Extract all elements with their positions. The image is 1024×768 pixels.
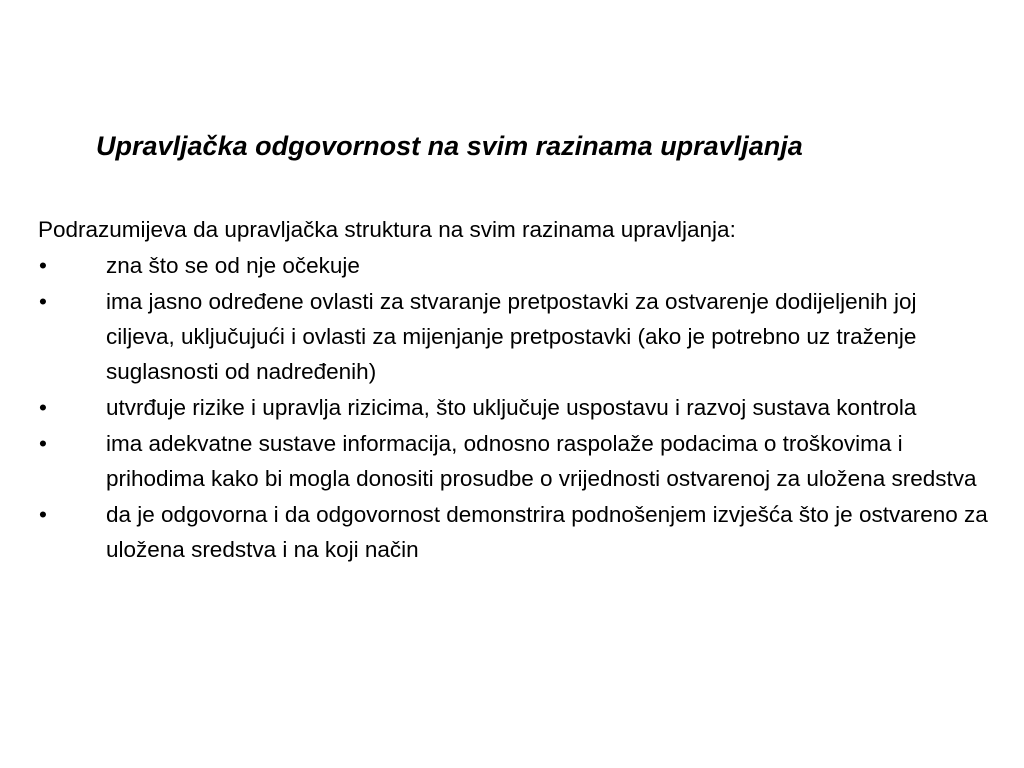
bullet-item (38, 497, 988, 567)
bullet-text: da je odgovorna i da odgovornost demonstrira podnošenjem izvješća što je ostvareno za uložena sredstva i na koji način (106, 502, 988, 562)
bullet-dot: • (39, 395, 47, 420)
bullet-list (38, 248, 988, 567)
bullet-dot: • (39, 431, 47, 456)
bullet-item (38, 284, 988, 389)
slide-title: Upravljačka odgovornost na svim razinama upravljanja (96, 131, 803, 161)
bullet-text: ima jasno određene ovlasti za stvaranje pretpostavki za ostvarenje dodijeljenih joj ciljeva, uključujući i ovlasti za mijenjanje pretpostavki (ako je potrebno uz traženje suglasnosti od nadređenih) (106, 289, 917, 384)
slide-body (38, 212, 988, 568)
bullet-text: ima adekvatne sustave informacija, odnosno raspolaže podacima o troškovima i prihodima kako bi mogla donositi prosudbe o vrijednosti ostvarenoj za uložena sredstva (106, 431, 977, 491)
bullet-item (38, 426, 988, 496)
bullet-text: utvrđuje rizike i upravlja rizicima, što uključuje uspostavu i razvoj sustava kontrola (106, 395, 917, 420)
bullet-dot: • (39, 502, 47, 527)
bullet-dot: • (39, 289, 47, 314)
bullet-item (38, 390, 988, 425)
bullet-text: zna što se od nje očekuje (106, 253, 360, 278)
bullet-dot: • (39, 253, 47, 278)
bullet-item (38, 248, 988, 283)
intro-text: Podrazumijeva da upravljačka struktura na svim razinama upravljanja: (38, 217, 736, 242)
